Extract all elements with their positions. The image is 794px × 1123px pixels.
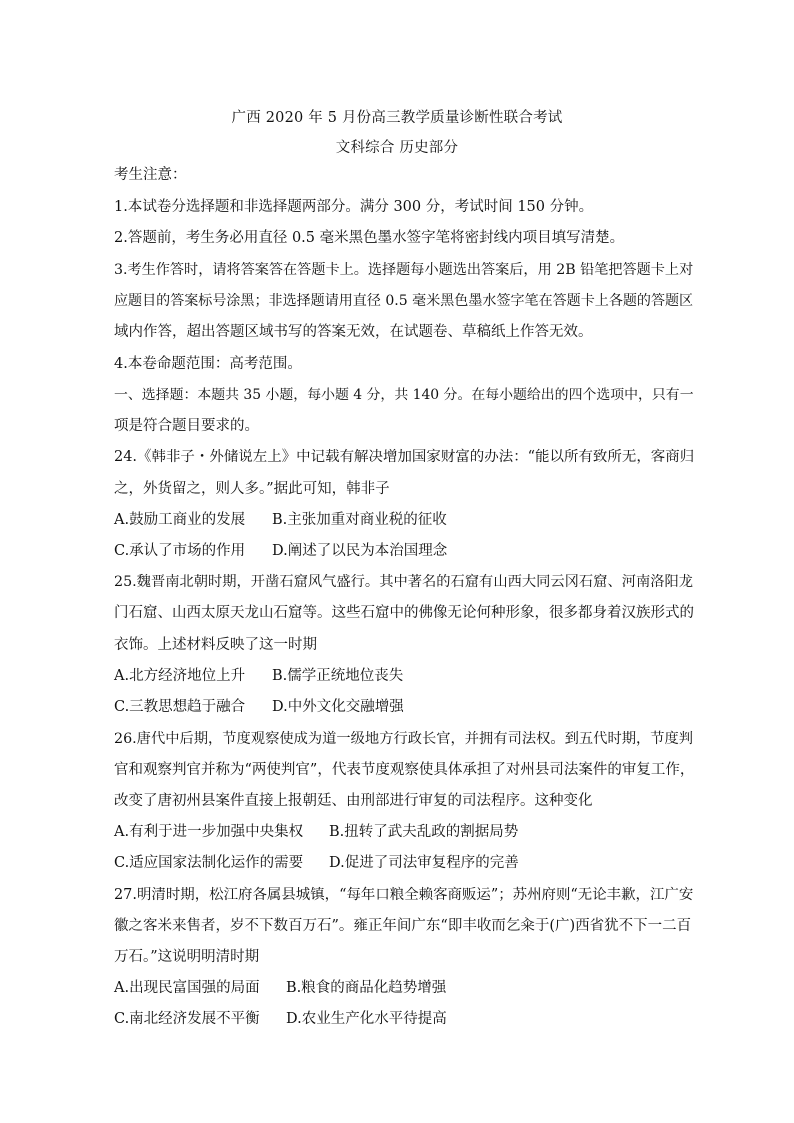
question-26-option-d: D.促进了司法审复程序的完善 [329, 855, 519, 871]
question-27-stem: 徽之客米来售者，岁不下数百万石”。雍正年间广东“即丰收而乞籴于(广)西省犹不下一二百 [114, 918, 692, 934]
question-26-stem: 官和观察判官并称为“两使判官”，代表节度观察使具体承担了对州县司法案件的审复工作， [114, 762, 695, 778]
notice-item-3-cont: 应题目的答案标号涂黑；非选择题请用直径 0.5 毫米黑色墨水签字笔在答题卡上各题的答题区 [114, 293, 694, 309]
exam-subtitle: 文科综合 历史部分 [335, 140, 459, 156]
question-24-stem: 之，外货留之，则人多。”据此可知，韩非子 [114, 481, 390, 497]
question-25-stem: 门石窟、山西太原天龙山石窟等。这些石窟中的佛像无论何种形象，很多都身着汉族形式的 [114, 605, 694, 621]
question-26-option-c: C.适应国家法制化运作的需要 [114, 855, 304, 871]
question-27-stem: 27.明清时期，松江府各属县城镇，“每年口粮全赖客商贩运”；苏州府则“无论丰歉，江广安 [114, 887, 694, 903]
question-27-option-b: B.粮食的商品化趋势增强 [286, 980, 447, 996]
question-27-option-a: A.出现民富国强的局面 [114, 980, 260, 996]
question-26-option-b: B.扭转了武夫乱政的割据局势 [329, 824, 519, 840]
question-27-option-d: D.农业生产化水平待提高 [286, 1011, 447, 1027]
notice-heading: 考生注意： [114, 167, 187, 183]
question-27-option-c: C.南北经济发展不平衡 [114, 1011, 260, 1027]
question-26-stem: 改变了唐初州县案件直接上报朝廷、由刑部进行审复的司法程序。这种变化 [114, 793, 593, 809]
question-24-option-a: A.鼓励工商业的发展 [114, 512, 246, 528]
notice-item-4: 4.本卷命题范围：高考范围。 [114, 356, 302, 372]
question-25-option-b: B.儒学正统地位丧失 [272, 668, 404, 684]
question-26-stem: 26.唐代中后期，节度观察使成为道一级地方行政长官，并拥有司法权。到五代时期，节度判 [114, 731, 694, 747]
notice-item-1: 1.本试卷分选择题和非选择题两部分。满分 300 分，考试时间 150 分钟。 [114, 199, 594, 215]
question-24-option-c: C.承认了市场的作用 [114, 543, 246, 559]
question-26-option-a: A.有利于进一步加强中央集权 [114, 824, 304, 840]
section-instructions-cont: 项是符合题目要求的。 [114, 418, 259, 434]
notice-item-3: 3.考生作答时，请将答案答在答题卡上。选择题每小题选出答案后，用 2B 铅笔把答题卡上对 [114, 262, 694, 278]
question-24-option-b: B.主张加重对商业税的征收 [272, 512, 447, 528]
question-24-option-d: D.阐述了以民为本治国理念 [272, 543, 448, 559]
question-25-option-d: D.中外文化交融增强 [272, 699, 404, 715]
question-25-stem: 衣饰。上述材料反映了这一时期 [114, 637, 317, 653]
exam-title: 广西 2020 年 5 月份高三教学质量诊断性联合考试 [231, 110, 563, 126]
section-instructions: 一、选择题：本题共 35 小题，每小题 4 分，共 140 分。在每小题给出的四个选项中，只有一 [114, 387, 694, 403]
notice-item-2: 2.答题前，考生务必用直径 0.5 毫米黑色墨水签字笔将密封线内项目填写清楚。 [114, 230, 625, 246]
question-25-stem: 25.魏晋南北朝时期，开凿石窟风气盛行。其中著名的石窟有山西大同云冈石窟、河南洛阳龙 [114, 574, 694, 590]
question-25-option-a: A.北方经济地位上升 [114, 668, 246, 684]
question-25-option-c: C.三教思想趋于融合 [114, 699, 246, 715]
question-27-stem: 万石。”这说明明清时期 [114, 949, 260, 965]
question-24-stem: 24.《韩非子・外储说左上》中记载有解决增加国家财富的办法：“能以所有致所无，客商归 [114, 449, 695, 465]
notice-item-3-cont: 域内作答，超出答题区域书写的答案无效，在试题卷、草稿纸上作答无效。 [114, 324, 593, 340]
